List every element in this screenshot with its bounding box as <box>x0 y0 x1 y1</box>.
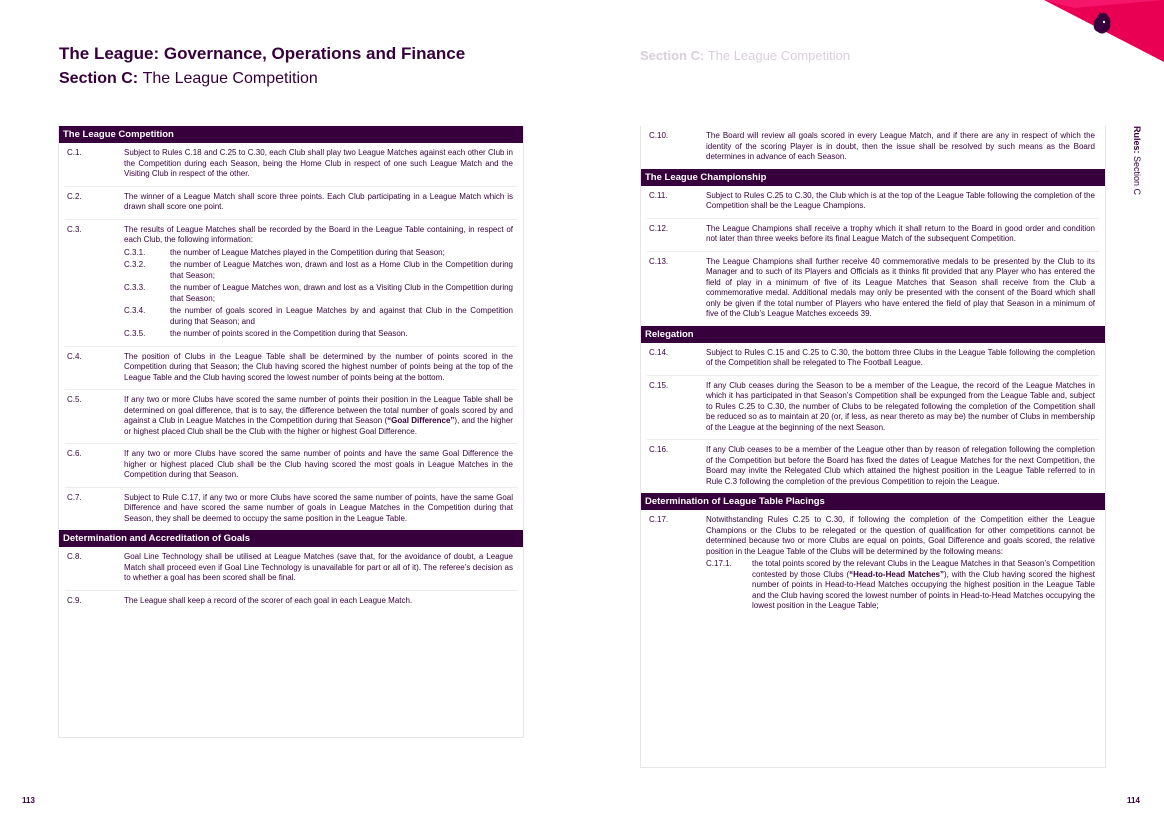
rule-text-part: ), with the Club having scored the highest number of points in Head-to-Head Matches occupying the highest position in the League Table and the Club having scored the lowest number of points in Head-to-Head Matches occupying the lowest position in the League Table; <box>752 569 1096 610</box>
rule-c10 <box>641 131 1105 163</box>
subrule-number: C.3.1. <box>124 247 146 257</box>
subrule-c3-3 <box>124 283 513 304</box>
rule-text: The winner of a League Match shall score three points. Each Club participating in a League Match which is drawn shall score one point. <box>124 191 513 211</box>
rule-number: C.15. <box>649 380 669 390</box>
rule-number: C.14. <box>649 347 669 357</box>
subrule-number: C.17.1. <box>706 559 732 568</box>
rule-number: C.3. <box>67 224 82 234</box>
subrule-c3-5 <box>124 329 513 340</box>
rule-number: C.9. <box>67 595 82 605</box>
rule-number: C.12. <box>649 223 669 233</box>
divider <box>65 389 517 390</box>
rule-text: Subject to Rules C.25 to C.30, the Club which is at the top of the League Table following the completion of the Competition shall be the League Champions. <box>706 190 1095 210</box>
rule-number: C.13. <box>649 256 669 266</box>
rule-number: C.17. <box>649 515 669 524</box>
rule-text: If any two or more Clubs have scored the same number of points and have the same Goal Difference the higher or highest placed Club shall be the Club having scored the most goals in League Matches in the Competition during that Season. <box>124 449 513 479</box>
rule-text: The results of League Matches shall be recorded by the Board in the League Table containing, in respect of each Club, the following information: <box>124 224 513 244</box>
rule-c5 <box>59 395 523 437</box>
divider <box>65 443 517 444</box>
rule-c9 <box>59 596 523 607</box>
rule-number: C.8. <box>67 552 82 561</box>
rule-c15 <box>641 381 1105 434</box>
subrule-text: the number of points scored in the Competition during that Season. <box>170 329 408 338</box>
rule-c7 <box>59 493 523 525</box>
corner-decoration <box>964 0 1164 70</box>
rule-c4 <box>59 352 523 384</box>
rule-text-part: ), and the higher or highest placed Club shall be the Club with the higher or highest Goal Difference. <box>124 416 513 436</box>
rule-c2 <box>59 192 523 213</box>
section-name: The League Competition <box>142 70 318 87</box>
divider <box>65 346 517 347</box>
rule-text: Subject to Rule C.17, if any two or more Clubs have scored the same number of points, have the same Goal Difference and have scored the same number of goals in League Matches in the Competition during that Season, they shall be deemed to occupy the same position in the League Table. <box>124 492 513 523</box>
section-heading: The League Competition <box>59 126 523 143</box>
page-title: The League: Governance, Operations and Finance <box>59 44 466 63</box>
defined-term: “Head-to-Head Matches” <box>849 569 945 579</box>
rule-c11 <box>641 191 1105 212</box>
subrule-text: the number of League Matches played in the Competition during that Season; <box>170 247 445 257</box>
rule-text: Notwithstanding Rules C.25 to C.30, if following the completion of the Competition either the League Champions or the Clubs to be relegated or the question of qualification for other competitions cannot be determined because two or more Clubs are equal on points, Goal Difference and goals scored, the relative position in the League Table of the Clubs will be determined by the following means: <box>706 515 1095 556</box>
rule-text: Subject to Rules C.15 and C.25 to C.30, the bottom three Clubs in the League Table following the completion of the Competition shall be relegated to The Football League. <box>706 347 1095 367</box>
divider <box>65 590 517 591</box>
rule-number: C.6. <box>67 449 82 458</box>
subrule-number: C.3.5. <box>124 329 146 338</box>
side-tab <box>1128 126 1144 226</box>
divider <box>65 487 517 488</box>
rule-c17 <box>641 515 1105 612</box>
rule-c3 <box>59 225 523 340</box>
subrule-c17-1 <box>706 559 1095 612</box>
section-heading: Determination and Accreditation of Goals <box>59 530 523 547</box>
rule-body <box>124 225 513 340</box>
divider <box>647 251 1099 252</box>
subrule-text: the number of League Matches won, drawn and lost as a Home Club in the Competition during that Season; <box>170 260 513 280</box>
left-column <box>58 126 524 738</box>
subrule-number: C.3.3. <box>124 283 146 292</box>
rule-text: The position of Clubs in the League Table shall be determined by the number of points scored in the Competition during that Season; the Club having scored the highest number of points being at the top of the League Table and the Club having scored the lowest number of points being at the bottom. <box>124 351 513 382</box>
rule-c13 <box>641 257 1105 320</box>
running-header-name: The League Competition <box>707 48 851 63</box>
subrule-c3-4 <box>124 306 513 327</box>
rule-c14 <box>641 348 1105 369</box>
section-heading: Relegation <box>641 326 1105 343</box>
divider <box>647 375 1099 376</box>
side-tab-text: Section C <box>1132 153 1142 196</box>
rule-number: C.16. <box>649 445 669 454</box>
subrule-c3-1 <box>124 248 513 259</box>
subrule-text <box>752 559 1095 612</box>
section-heading: The League Championship <box>641 169 1105 186</box>
divider <box>647 218 1099 219</box>
rule-text: The Board will review all goals scored in every League Match, and if there are any in respect of which the identity of the scoring Player is in doubt, then the issue shall be resolved by such means as the Board determines in advance of each Season. <box>706 131 1095 161</box>
subrule-text: the number of League Matches won, drawn and lost as a Visiting Club in the Competition during that Season; <box>170 283 513 303</box>
divider <box>65 219 517 220</box>
rule-text-part: the total points scored by the relevant Clubs in the League Matches in that Season’s Competition contested by those Clubs ( <box>752 559 1095 579</box>
section-label: Section C: <box>59 70 139 87</box>
rule-text: If any Club ceases during the Season to be a member of the League, the record of the League Matches in which it has participated in that Season’s Competition shall be expunged from the League Table and, subject to Rules C.25 to C.30, the number of Clubs to be relegated following the completion of the Competition shall be reduced so as to maintain at 20 (or, if less, as near thereto as may be) the number of Clubs in membership of the League at the beginning of the next Season. <box>706 380 1095 432</box>
rule-number: C.7. <box>67 492 82 502</box>
rule-number: C.5. <box>67 395 82 404</box>
running-header <box>640 48 850 63</box>
rule-body <box>706 515 1095 612</box>
rule-text: Subject to Rules C.18 and C.25 to C.30, each Club shall play two League Matches against each other Club in the Competition during each Season, being the Home Club in respect of one such League Match and the Visiting Club in respect of the other. <box>124 148 513 178</box>
rule-text: The League shall keep a record of the scorer of each goal in each League Match. <box>124 595 413 605</box>
right-column <box>640 126 1106 768</box>
running-header-label: Section C: <box>640 48 705 63</box>
rule-number: C.11. <box>649 190 668 200</box>
defined-term: “Goal Difference” <box>387 416 455 425</box>
rule-text-part: If any two or more Clubs have scored the same number of points their position in the League Table shall be determined on goal difference, that is to say, the difference between the total number of goals scored by and against a Club in League Matches in the Competition during that Season ( <box>124 395 513 425</box>
rule-c1 <box>59 148 523 180</box>
side-tab-label <box>1132 126 1142 195</box>
divider <box>65 186 517 187</box>
rule-text: The League Champions shall receive a trophy which it shall return to the Board in good order and condition not later than three weeks before its final League Match of the subsequent Competition. <box>706 223 1095 243</box>
subrule-text: the number of goals scored in League Matches by and against that Club in the Competition during that Season; and <box>170 306 513 326</box>
rule-text: Goal Line Technology shall be utilised at League Matches (save that, for the avoidance of doubt, a League Match shall proceed even if Goal Line Technology is unavailable for part or all of it). The referee’s decision as to whether a goal has been scored shall be final. <box>124 552 513 582</box>
subrule-number: C.3.2. <box>124 260 146 269</box>
divider <box>647 439 1099 440</box>
side-tab-bold: Rules: <box>1132 126 1142 154</box>
rule-number: C.4. <box>67 351 82 361</box>
section-title <box>59 70 318 88</box>
rule-c6 <box>59 449 523 481</box>
rule-number: C.10. <box>649 131 669 140</box>
rule-number: C.1. <box>67 148 82 157</box>
rule-c16 <box>641 445 1105 487</box>
rule-text <box>124 395 513 437</box>
subrule-c3-2 <box>124 260 513 281</box>
page-number-left: 113 <box>22 796 35 805</box>
rule-text: If any Club ceases to be a member of the League other than by reason of relegation following the completion of the Competition but before the Board has fixed the dates of League Matches for the next Competition, the Board may invite the Relegated Club which attained the highest position in the League Table referred to in Rule C.3 following the completion of the previous Competition to rejoin the League. <box>706 445 1095 486</box>
rule-c12 <box>641 224 1105 245</box>
rule-text: The League Champions shall further receive 40 commemorative medals to be presented by the Club to its Manager and to such of its Players and Officials as it thinks fit provided that any Player who has entered the field of play in a minimum of five of its League Matches that Season shall receive from the Club a commemorative medal. Additional medals may only be presented with the consent of the Board which shall only be given if the total number of Players who have entered the field of play that Season in a minimum of five of the Club’s League Matches exceeds 39. <box>706 256 1095 318</box>
rule-number: C.2. <box>67 191 82 201</box>
page-number-right: 114 <box>1127 796 1140 805</box>
subrule-number: C.3.4. <box>124 306 146 315</box>
section-heading: Determination of League Table Placings <box>641 493 1105 510</box>
rule-c8 <box>59 552 523 584</box>
